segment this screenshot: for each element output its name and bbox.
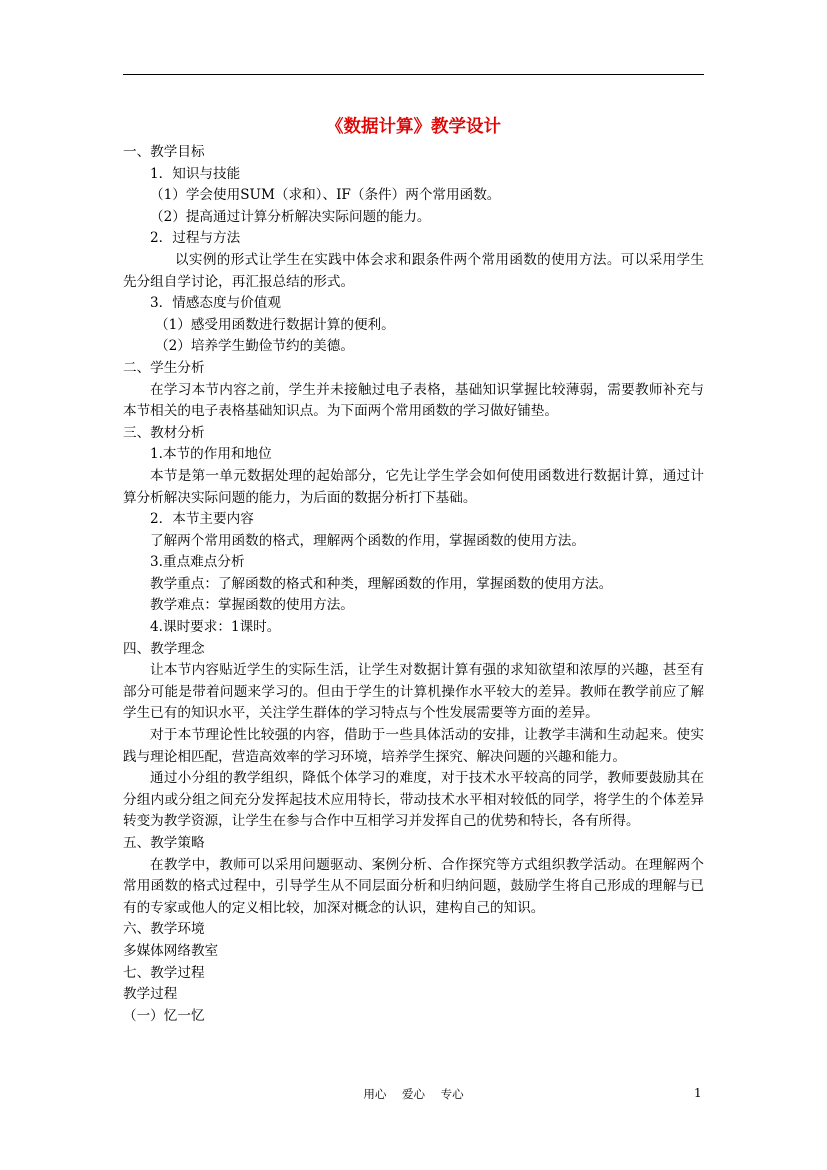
header-rule	[123, 74, 704, 75]
paragraph: 在教学中，教师可以采用问题驱动、案例分析、合作探究等方式组织教学活动。在理解两个常用函数的格式过程中，引导学生从不同层面分析和归纳问题，鼓励学生将自己形成的理解与已有的专家或他人的定义相比较，加深对概念的认识，建构自己的知识。	[123, 856, 704, 916]
section-heading: 五、教学策略	[123, 835, 205, 851]
subsection-heading: 2．本节主要内容	[150, 511, 254, 528]
list-item: （2）提高通过计算分析解决实际问题的能力。	[150, 208, 431, 225]
section-heading: 六、教学环境	[123, 921, 205, 938]
document-body	[123, 142, 704, 1027]
list-item: （2）培养学生勤俭节约的美德。	[155, 338, 354, 355]
list-item: （1）学会使用SUM（求和）、IF（条件）两个常用函数。	[150, 187, 501, 204]
paragraph: 本节是第一单元数据处理的起始部分，它先让学生学会如何使用函数进行数据计算，通过计算分析解决实际问题的能力，为后面的数据分析打下基础。	[123, 467, 704, 506]
subsection-heading: （一）忆一忆	[123, 1007, 205, 1024]
paragraph: 让本节内容贴近学生的实际生活，让学生对数据计算有强的求知欲望和浓厚的兴趣，甚至有部分可能是带着问题来学习的。但由于学生的计算机操作水平较大的差异。教师在教学前应了解学生已有的知识水平，关注学生群体的学习特点与个性发展需要等方面的差异。	[123, 662, 704, 722]
list-item: （1）感受用函数进行数据计算的便利。	[155, 316, 395, 333]
page-footer	[0, 1086, 827, 1102]
section-heading: 三、教材分析	[123, 424, 205, 441]
paragraph: 4.课时要求：1课时。	[150, 619, 281, 636]
paragraph: 对于本节理论性比较强的内容，借助于一些具体活动的安排，让教学丰满和生动起来。使实践与理论相匹配，营造高效率的学习环境，培养学生探究、解决问题的兴趣和能力。	[123, 727, 704, 765]
paragraph: 通过小分组的教学组织，降低个体学习的难度，对于技术水平较高的同学，教师要鼓励其在分组内或分组之间充分发挥起技术应用特长，带动技术水平相对较低的同学，将学生的个体差异转变为教学资源，让学生在参与合作中互相学习并发挥自己的优势和特长，各有所得。	[123, 770, 704, 830]
paragraph: 教学重点：了解函数的格式和种类，理解函数的作用，掌握函数的使用方法。	[150, 575, 613, 592]
section-heading: 一、教学目标	[123, 144, 205, 160]
footer-text: 爱心	[402, 1087, 425, 1101]
paragraph: 了解两个常用函数的格式，理解两个函数的作用，掌握函数的使用方法。	[150, 532, 585, 549]
section-heading: 四、教学理念	[123, 640, 205, 657]
paragraph: 教学难点：掌握函数的使用方法。	[150, 597, 354, 614]
subsection-heading: 1．知识与技能	[150, 165, 241, 182]
footer-text: 用心	[363, 1087, 387, 1101]
paragraph: 以实例的形式让学生在实践中体会求和跟条件两个常用函数的使用方法。可以采用学生先分组自学讨论，再汇报总结的形式。	[123, 251, 704, 290]
subsection-heading: 3．情感态度与价值观	[150, 295, 281, 312]
section-heading: 七、教学过程	[123, 964, 205, 981]
subsection-heading: 2．过程与方法	[150, 230, 241, 247]
paragraph: 教学过程	[123, 986, 178, 1003]
subsection-heading: 3.重点难点分析	[150, 554, 245, 571]
page-number: 1	[694, 1086, 702, 1100]
section-heading: 二、学生分析	[123, 359, 205, 376]
paragraph: 在学习本节内容之前，学生并未接触过电子表格，基础知识掌握比较薄弱，需要教师补充与本节相关的电子表格基础知识点。为下面两个常用函数的学习做好铺垫。	[123, 381, 704, 420]
subsection-heading: 1.本节的作用和地位	[150, 446, 272, 463]
footer-text: 专心	[440, 1087, 464, 1101]
page-title: 《数据计算》教学设计	[326, 117, 501, 137]
paragraph: 多媒体网络教室	[123, 942, 219, 959]
